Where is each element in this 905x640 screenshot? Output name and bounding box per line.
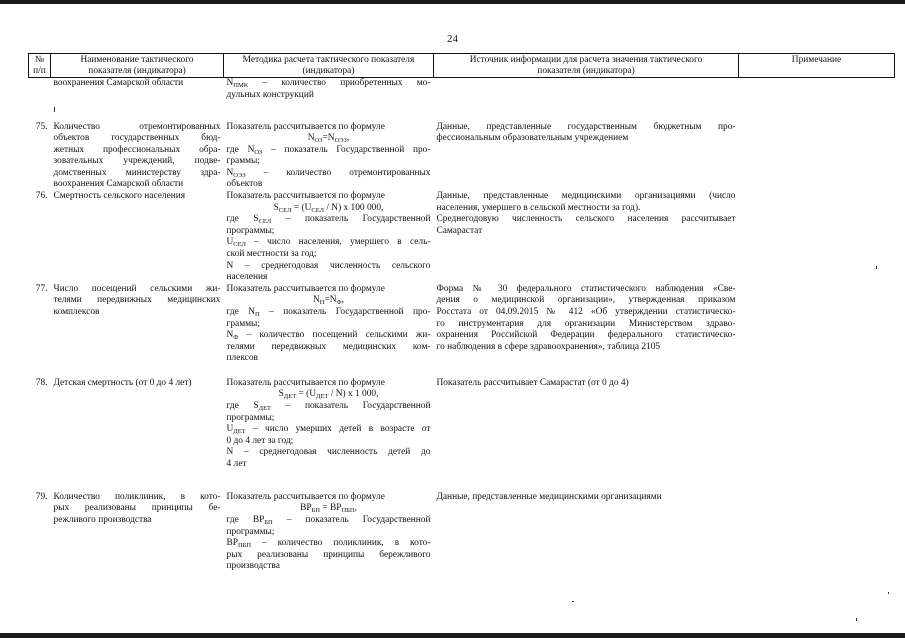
information-source: Данные, представленные государственным бюджетным про- фессиональным образовательным учреждением (436, 121, 736, 144)
note-cell (739, 191, 895, 284)
header-source: Источник информации для расчета значения тактического показателя (индикатора) (434, 54, 739, 78)
page-number: 24 (447, 33, 458, 45)
indicator-name: Детская смертность (от 0 до 4 лет) (53, 377, 192, 388)
note-cell (739, 122, 895, 192)
indicator-name: Количество поликлиник, в кото- рых реализованы принципы бе- режливого производства (53, 491, 221, 525)
bottom-border (0, 633, 905, 638)
scan-speck (888, 592, 889, 594)
header-num: № п/п (29, 54, 51, 78)
calculation-method: Показатель рассчитывается по формуле $N_{ОЗ}=N_{ОЭЗ}$, где $N_{ОЗ}$ – показатель Государственной про- граммы; $N_{ОЭЗ}$ – количество отремонтированных объектов (226, 121, 431, 190)
calculation-method: Показатель рассчитывается по формуле $S_{ДЕТ} = (U_{ДЕТ} / N)$ x 1 000, где $S_{ДЕТ}$ – показатель Государственной программы; $U_{ДЕТ}$ – число умерших детей в возрасте от 0 до 4 лет за год; N – среднегодовая численность детей до 4 лет (226, 377, 431, 469)
header-note: Примечание (739, 54, 895, 78)
table-row (29, 191, 895, 284)
table-header-row (29, 54, 895, 78)
indicator-name: Число посещений сельскими жи- телями передвижных медицинских комплексов (53, 283, 221, 317)
indicator-table (28, 53, 895, 573)
calculation-method: Показатель рассчитывается по формуле $BP_{БП} = BP_{ПБП}$, где $BP_{БП}$ – показатель Государственной программы; $BP_{ПБП}$ – количество поликлиник, в кото- рых реализованы принципы бережливого производства (226, 491, 431, 572)
note-cell (739, 378, 895, 492)
header-name: Наименование тактического показателя (индикатора) (51, 54, 224, 78)
continuation-method: $N_{ПМК}$ – количество приобретенных мо- дульных конструкций (226, 78, 431, 100)
row-number: 77. (35, 283, 48, 294)
table-row (29, 284, 895, 378)
top-border (0, 0, 905, 4)
row-number: 78. (35, 377, 48, 388)
note-cell (739, 284, 895, 378)
row-number: 79. (35, 491, 48, 502)
note-cell (739, 492, 895, 573)
scan-speck (54, 107, 55, 112)
calculation-method: Показатель рассчитывается по формуле $N_П=N_Ф$, где $N_П$ – показатель Государственной про- граммы; $N_Ф$ – количество посещений сельскими жи- телями передвижных медицинских ком- плексов (226, 283, 431, 364)
continuation-name: воохранения Самарской области (53, 78, 184, 88)
table-row (29, 122, 895, 192)
information-source: Показатель рассчитывает Самарастат (от 0 до 4) (436, 377, 629, 388)
information-source: Данные, представленные медицинскими организациями (436, 491, 662, 502)
scan-speck (876, 266, 877, 269)
information-source: Форма № 30 федерального статистического наблюдения «Све- дения о медицинской организации», утвержденная приказом Росстата от 04.09.2015 № 412 «Об утверждении статистическо- го инструментария для организации Министерством здраво- охранения Российской Федерации федерального статистическо- го наблюдения в сфере здравоохранения», таблица 2105 (436, 283, 736, 352)
scan-speck (856, 618, 857, 621)
indicator-name: Количество отремонтированных объектов государственных бюд- жетных профессиональных обра- зовательных учреждений, подве- домственных министерству здра- воохранения Самарской области (53, 121, 221, 190)
indicator-name: Смертность сельского населения (53, 191, 186, 202)
header-method: Методика расчета тактического показателя (индикатора) (224, 54, 434, 78)
scan-speck (572, 601, 574, 602)
information-source: Данные, представленные медицинскими организациями (число населения, умершего в сельской местности за год). Среднегодовую численность сельского населения рассчитывает Самарастат (436, 191, 736, 236)
calculation-method: Показатель рассчитывается по формуле $S_{СЕЛ} = (U_{СЕЛ} / N)$ x 100 000, где $S_{СЕЛ}$ – показатель Государственной программы; $U_{СЕЛ}$ – число населения, умершего в сель- ской местности за год; N – среднегодовая численность сельского населения (226, 191, 431, 283)
table-row (29, 378, 895, 492)
row-number: 76. (35, 191, 48, 202)
row-number: 75. (35, 121, 48, 132)
table-row (29, 492, 895, 573)
table-row (29, 78, 895, 122)
